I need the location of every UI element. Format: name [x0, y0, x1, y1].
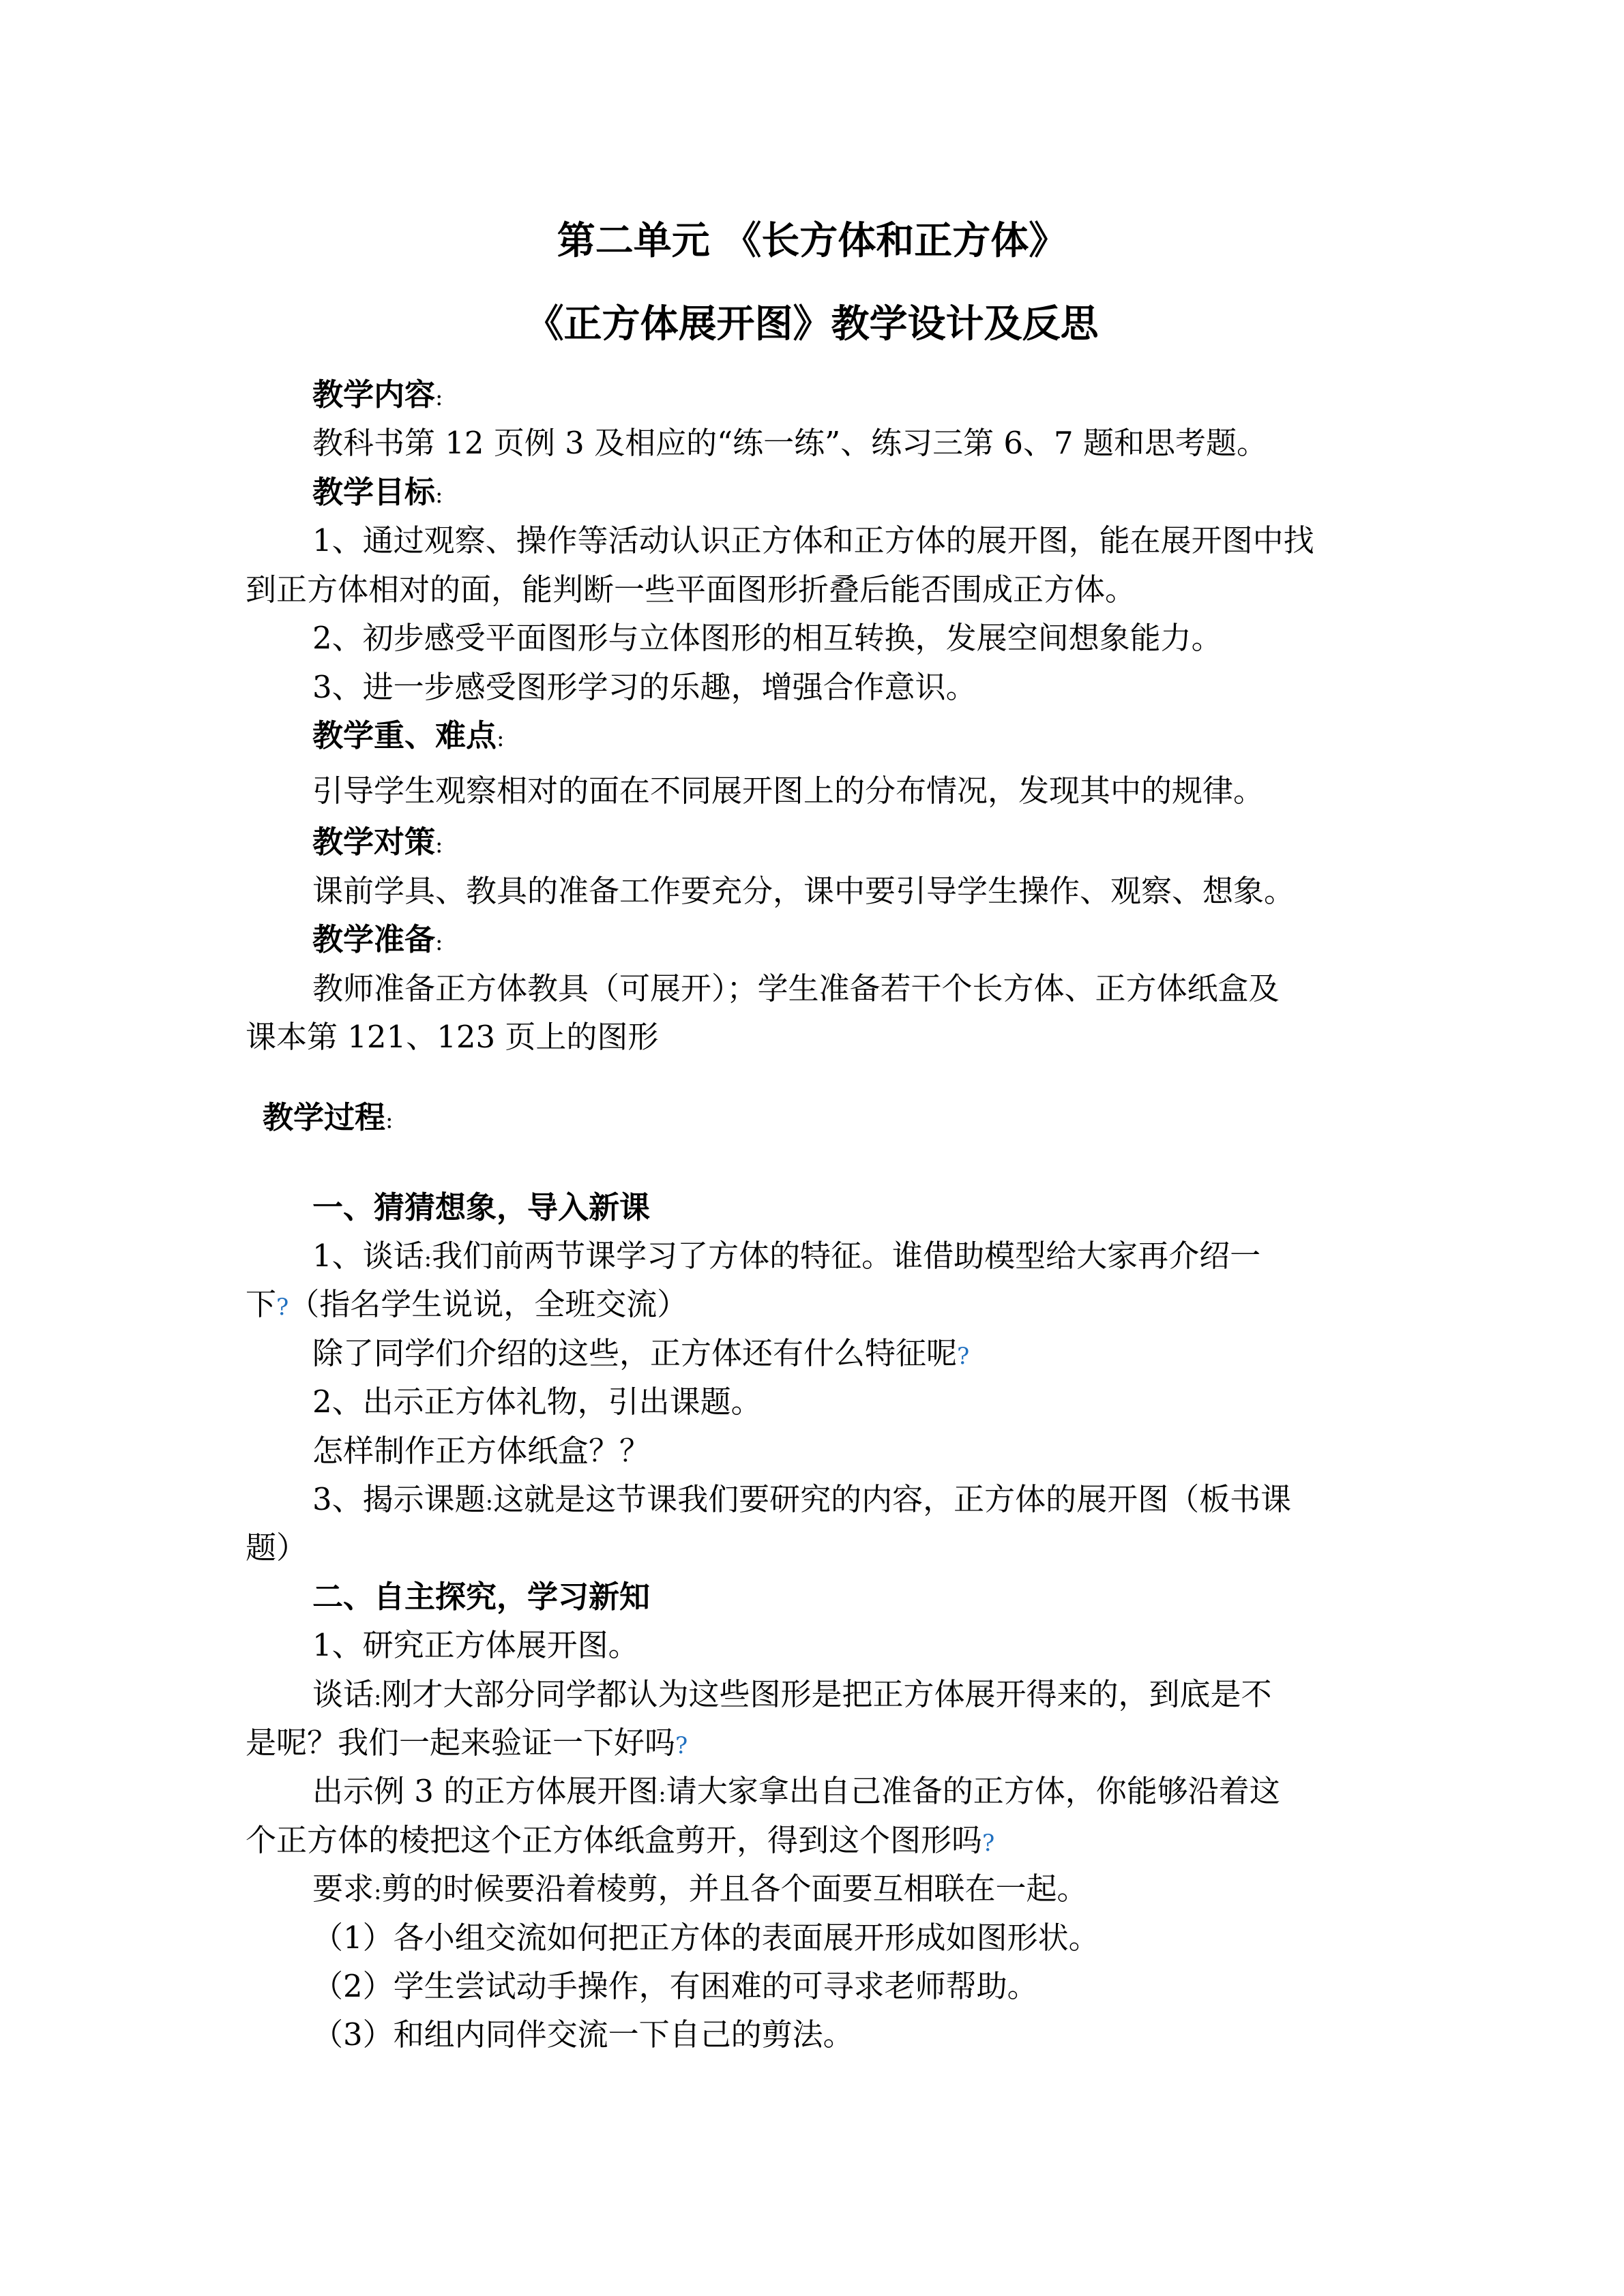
- goal-1-line-2: 到正方体相对的面，能判断一些平面图形折叠后能否围成正方体。: [246, 571, 1136, 608]
- document-subtitle: 《正方体展开图》教学设计及反思: [525, 301, 1099, 346]
- content-heading: [312, 374, 443, 418]
- s1-p1-colon: :: [424, 1245, 432, 1272]
- s2-p3-text: 请大家拿出自己准备的正方体，你能够沿着这: [666, 1773, 1280, 1809]
- prep-heading: [312, 919, 443, 963]
- s1-p1-question-mark: ?: [276, 1294, 289, 1321]
- s2-paragraph-7: （3）和组内同伴交流一下自己的剪法。: [312, 2016, 854, 2053]
- keypoints-text: 引导学生观察相对的面在不同展开图上的分布情况，发现其中的规律。: [312, 773, 1265, 809]
- s1-paragraph-4: 怎样制作正方体纸盒？？: [312, 1433, 651, 1469]
- s1-paragraph-1-line-2: [246, 1284, 688, 1328]
- s1-p1-lead: 1、谈话: [312, 1238, 424, 1274]
- s2-paragraph-2-line-2: [246, 1723, 688, 1766]
- content-heading-colon: :: [435, 384, 443, 411]
- s1-p5-text: 这就是这节课我们要研究的内容，正方体的展开图（板书课: [493, 1481, 1292, 1517]
- s2-paragraph-3-line-1: [312, 1771, 1280, 1815]
- s2-paragraph-4: [312, 1868, 1088, 1912]
- s2-p3-question-mark: ?: [982, 1830, 995, 1857]
- document-title: 第二单元 《长方体和正方体》: [557, 218, 1067, 263]
- s2-p2-question-mark: ?: [675, 1732, 688, 1759]
- section-2-heading: 二、自主探究，学习新知: [312, 1579, 651, 1615]
- s2-p2-text: 刚才大部分同学都认为这些图形是把正方体展开得来的，到底是不: [381, 1676, 1272, 1712]
- s1-p1-line2-lead: 下: [246, 1286, 277, 1322]
- goal-2: 2、初步感受平面图形与立体图形的相互转换，发展空间想象能力。: [312, 620, 1222, 656]
- s2-p4-text: 剪的时候要沿着棱剪，并且各个面要互相联在一起。: [381, 1870, 1088, 1907]
- goal-3: 3、进一步感受图形学习的乐趣，增强合作意识。: [312, 669, 977, 705]
- s2-paragraph-5: （1）各小组交流如何把正方体的表面展开形成如图形状。: [312, 1920, 1099, 1956]
- s2-p3-line2-text: 个正方体的棱把这个正方体纸盒剪开，得到这个图形吗: [246, 1822, 983, 1858]
- prep-line-1: 教师准备正方体教具（可展开）；学生准备若干个长方体、正方体纸盒及: [312, 970, 1280, 1007]
- s1-paragraph-1-line-1: [312, 1236, 1260, 1279]
- content-text: 教科书第 12 页例 3 及相应的“练一练”、练习三第 6、7 题和思考题。: [312, 425, 1267, 461]
- s1-paragraph-2: [312, 1333, 969, 1377]
- goals-heading-text: 教学目标: [312, 474, 436, 510]
- s2-paragraph-3-line-2: [246, 1820, 994, 1864]
- keypoints-heading: [312, 715, 504, 759]
- s2-p4-colon: :: [374, 1878, 382, 1905]
- strategy-heading-text: 教学对策: [312, 824, 436, 860]
- s1-p1-line2-text: （指名学生说说，全班交流）: [289, 1286, 688, 1322]
- process-heading-colon: :: [385, 1107, 394, 1134]
- s2-p3-colon: :: [658, 1780, 666, 1808]
- section-1-heading: 一、猜猜想象，导入新课: [312, 1189, 651, 1225]
- s1-p2-text: 除了同学们介绍的这些，正方体还有什么特征呢: [312, 1335, 958, 1371]
- s2-paragraph-1: 1、研究正方体展开图。: [312, 1627, 639, 1663]
- s1-p2-question-mark: ?: [957, 1343, 970, 1370]
- s1-paragraph-5-line-2: 题）: [246, 1530, 308, 1566]
- keypoints-heading-text: 教学重、难点: [312, 717, 497, 754]
- s2-p2-colon: :: [374, 1684, 382, 1711]
- goals-heading-colon: :: [435, 481, 443, 509]
- prep-line-2: 课本第 121、123 页上的图形: [246, 1019, 659, 1055]
- s1-paragraph-5-line-1: [312, 1479, 1291, 1523]
- goals-heading: [312, 472, 443, 516]
- s2-paragraph-6: （2）学生尝试动手操作，有困难的可寻求老师帮助。: [312, 1968, 1038, 2004]
- prep-heading-text: 教学准备: [312, 921, 436, 957]
- s2-paragraph-2-line-1: [312, 1674, 1272, 1718]
- process-heading: [263, 1097, 393, 1141]
- s1-paragraph-3: 2、出示正方体礼物，引出课题。: [312, 1384, 762, 1420]
- strategy-heading: [312, 822, 443, 865]
- process-heading-text: 教学过程: [263, 1099, 386, 1135]
- strategy-heading-colon: :: [435, 831, 443, 859]
- s2-p2-lead: 谈话: [312, 1676, 374, 1712]
- s2-p2-line2-text: 是呢？我们一起来验证一下好吗: [246, 1725, 676, 1761]
- content-heading-text: 教学内容: [312, 376, 436, 413]
- prep-heading-colon: :: [435, 929, 443, 956]
- s2-p4-lead: 要求: [312, 1870, 374, 1907]
- s2-p3-lead: 出示例 3 的正方体展开图: [312, 1773, 659, 1809]
- strategy-text: 课前学具、教具的准备工作要充分，课中要引导学生操作、观察、想象。: [312, 873, 1295, 909]
- s1-p5-lead: 3、揭示课题: [312, 1481, 486, 1517]
- s1-p1-text: 我们前两节课学习了方体的特征。谁借助模型给大家再介绍一: [432, 1238, 1261, 1274]
- keypoints-heading-colon: :: [497, 725, 505, 752]
- s1-p5-colon: :: [485, 1489, 494, 1516]
- goal-1-line-1: 1、通过观察、操作等活动认识正方体和正方体的展开图，能在展开图中找: [312, 522, 1314, 558]
